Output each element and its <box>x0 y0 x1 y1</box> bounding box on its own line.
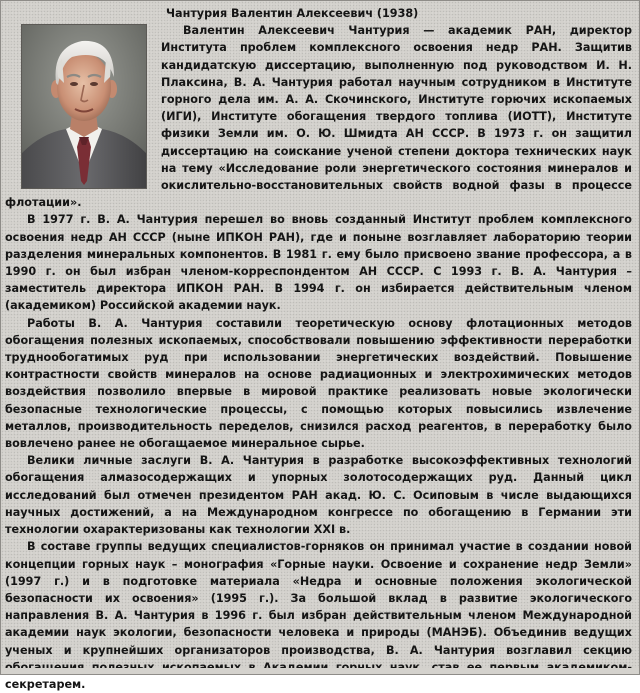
paragraph-biography-intro: Валентин Алексеевич Чантурия — академик РАН, директор Института проблем комплексного освоения недр РАН. Защитив кандидатскую диссертацию, выполненную под руководством И. Н. Плаксина, В. А. Чантурия работал научным сотрудником в Институте горного дела им. А. А. Скочинского, Институте горючих ископаемых (ИГИ), Институте обогащения твердого топлива (ИОТТ), Институте физики Земли им. О. Ю. Шмидта АН СССР. В 1973 г. он защитил диссертацию на соискание ученой степени доктора технических наук на тему «Исследование роли энергетического состояния минералов и окислительно-восстановительных свойств водной фазы в процессе флотации». <box>5 24 632 210</box>
paragraph-diamond-gold-technologies: Велики личные заслуги В. А. Чантурия в разработке высокоэффективных технологий обогащения алмазосодержащих и упорных золотосодержащих руд. Данный цикл исследований был отмечен президентом РАН акад. Ю. С. Осиповым в числе выдающихся научных достижений, а на Международном конгрессе по обогащению в Германии эти технологии охарактеризованы как технологии XXI в. <box>5 454 632 537</box>
portrait-photo <box>21 24 147 189</box>
article-text-frame <box>5 5 632 691</box>
heading-text: Чантурия Валентин Алексеевич (1938) <box>166 7 419 20</box>
bottom-edge <box>1 668 639 674</box>
paragraph-flotation-research: Работы В. А. Чантурия составили теоретическую основу флотационных методов обогащения полезных ископаемых, способствовали повышению эффективности переработки труднообогатимых руд при использовании энергетических воздействий. Повышение контрастности свойств минералов на основе радиационных и электрохимических методов воздействия позволило впервые в мировой практике реализовать новые экологически безопасные технологические процессы, с помощью которых повысились извлечение металлов, производительность переделов, снизился расход реагентов, в переработку было вовлечено ранее не обогащаемое минеральное сырье. <box>5 316 632 451</box>
paragraph-ipkon-career: В 1977 г. В. А. Чантурия перешел во вновь созданный Институт проблем комплексного освоения недр АН СССР (ныне ИПКОН РАН), где и поныне возглавляет лабораторию теории разделения минеральных компонентов. В 1981 г. ему было присвоено звание профессора, а в 1990 г. он был избран членом-корреспондентом АН СССР. С 1993 г. В. А. Чантурия – заместитель директора ИПКОН РАН. В 1994 г. он избирается действительным членом (академиком) Российской академии наук. <box>5 213 632 313</box>
paragraph-mining-sciences-ecology: В составе группы ведущих специалистов-горняков он принимал участие в создании новой концепции горных наук – монография «Горные науки. Освоение и сохранение недр Земли» (1997 г.) и в подготовке материала «Недра и основные положения экологической безопасности их освоения» (1995 г.). За большой вклад в развитие экологического направления В. А. Чантурия в 1996 г. был избран действительным членом Международной академии наук экологии, безопасности человека и природы (МАНЭБ). Объединив ведущих ученых и крупнейших организаторов производства, В. А. Чантурия возглавил секцию секретарем. <box>5 540 632 691</box>
article-heading <box>5 5 632 22</box>
